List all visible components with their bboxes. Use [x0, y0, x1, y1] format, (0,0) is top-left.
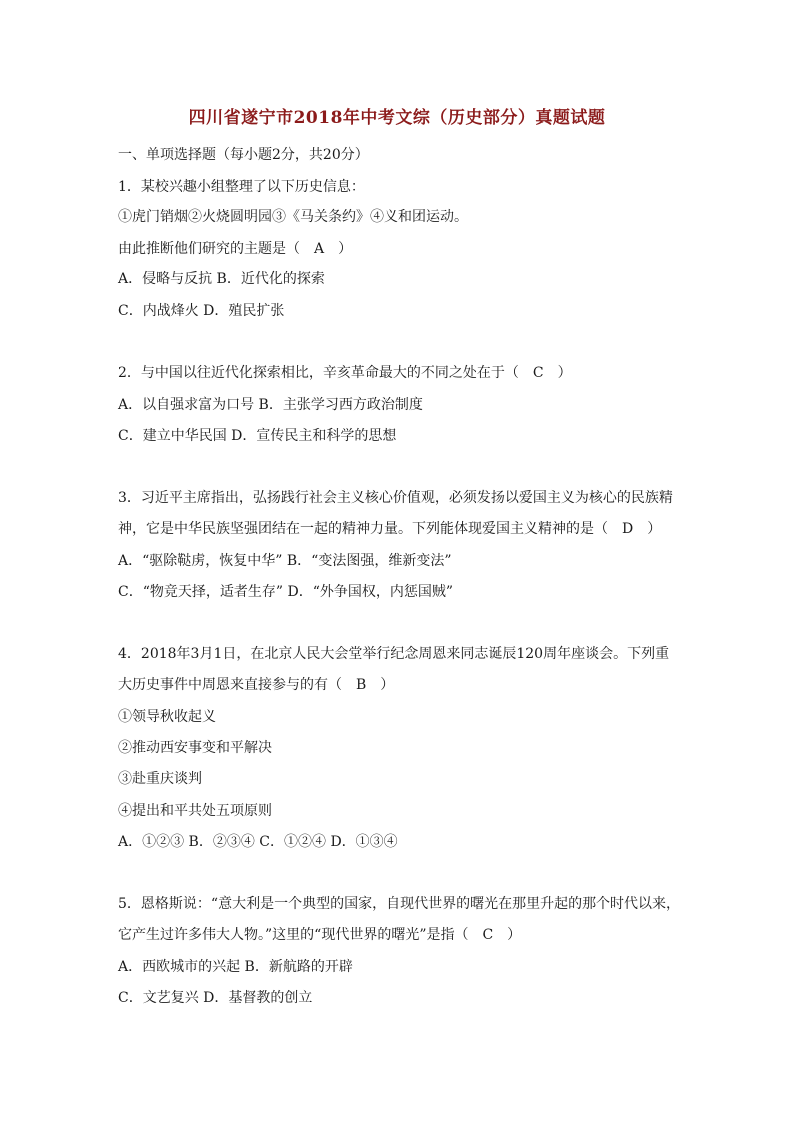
q5-stem-line-2: 它产生过许多伟大人物。”这里的“现代世界的曙光”是指（ C ）	[118, 927, 522, 943]
page-title: 四川省遂宁市2018年中考文综（历史部分）真题试题	[188, 108, 606, 128]
section-heading: 一、单项选择题（每小题2分，共20分）	[118, 147, 369, 163]
q3-stem-line-1: 3．习近平主席指出，弘扬践行社会主义核心价值观，必须发扬以爱国主义为核心的民族精	[118, 490, 673, 506]
q4-stem-line-5: ③赴重庆谈判	[118, 771, 202, 787]
q1-stem-line-3: 由此推断他们研究的主题是（ A ）	[118, 241, 353, 257]
q4-stem-line-3: ①领导秋收起义	[118, 709, 216, 725]
q3-option-line-1: A．“驱除鞑虏，恢复中华” B．“变法图强，维新变法”	[118, 553, 452, 569]
q5-option-line-1: A．西欧城市的兴起 B．新航路的开辟	[118, 959, 353, 975]
q4-stem-line-4: ②推动西安事变和平解决	[118, 740, 272, 756]
q5-option-line-2: C．文艺复兴 D．基督教的创立	[118, 990, 313, 1006]
q4-option-line-1: A．①②③ B．②③④ C．①②④ D．①③④	[118, 834, 398, 850]
q2-option-line-2: C．建立中华民国 D．宣传民主和科学的思想	[118, 428, 397, 444]
q2-option-line-1: A．以自强求富为口号 B．主张学习西方政治制度	[118, 397, 423, 413]
q4-stem-line-1: 4．2018年3月1日，在北京人民大会堂举行纪念周恩来同志诞辰120周年座谈会。下列重	[118, 646, 670, 662]
q1-stem-line-2: ①虎门销烟②火烧圆明园③《马关条约》④义和团运动。	[118, 209, 468, 225]
q1-stem-line-1: 1．某校兴趣小组整理了以下历史信息：	[118, 179, 365, 195]
q3-option-line-2: C．“物竞天择，适者生存” D．“外争国权，内惩国贼”	[118, 584, 454, 600]
q4-stem-line-2: 大历史事件中周恩来直接参与的有（ B ）	[118, 677, 395, 693]
q1-option-line-1: A．侵略与反抗 B．近代化的探索	[118, 271, 325, 287]
q3-stem-line-2: 神，它是中华民族坚强团结在一起的精神力量。下列能体现爱国主义精神的是（ D ）	[118, 521, 662, 537]
q5-stem-line-1: 5．恩格斯说：“意大利是一个典型的国家，自现代世界的曙光在那里升起的那个时代以来，	[118, 896, 681, 912]
q4-stem-line-6: ④提出和平共处五项原则	[118, 803, 272, 819]
q1-option-line-2: C．内战烽火 D．殖民扩张	[118, 303, 285, 319]
q2-stem-line-1: 2．与中国以往近代化探索相比，辛亥革命最大的不同之处在于（ C ）	[118, 365, 572, 381]
